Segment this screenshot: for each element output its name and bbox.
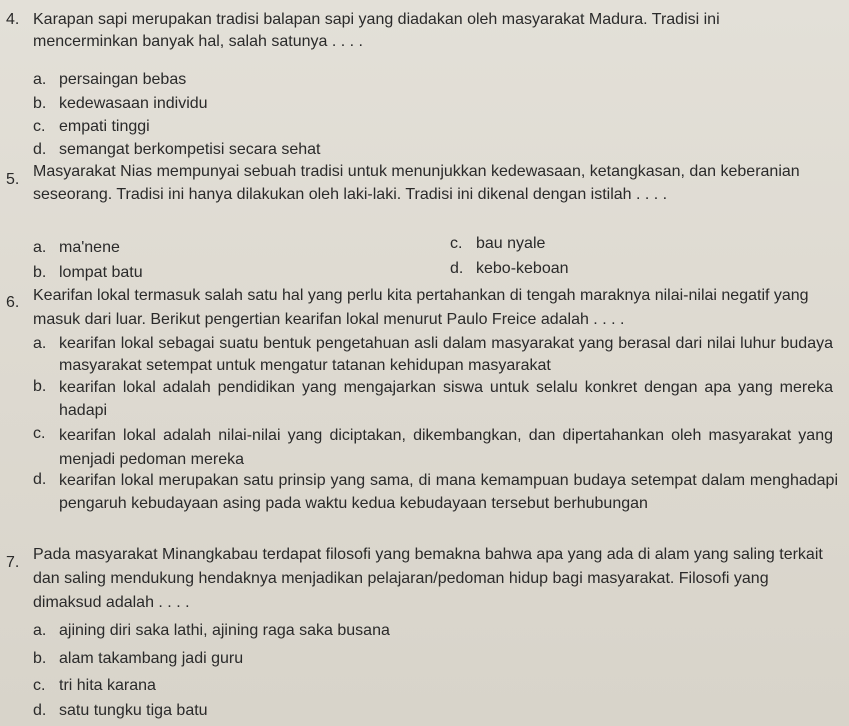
option-text: kedewasaan individu	[59, 95, 208, 112]
question-number: 6.	[6, 294, 20, 311]
option-a[interactable]	[33, 237, 120, 259]
question-stem: Pada masyarakat Minangkabau terdapat filosofi yang bemakna bahwa apa yang ada di alam yang saling terkait dan saling mendukung hendaknya menjadikan pelajaran/pedoman hidup bagi masyarakat. Filosofi yang dimaksud adalah . . . .	[33, 546, 823, 611]
option-d[interactable]	[33, 468, 838, 515]
option-d[interactable]	[450, 258, 569, 280]
option-letter: a.	[33, 71, 47, 88]
option-text: kearifan lokal sebagai suatu bentuk pengetahuan asli dalam masyarakat yang berasal dari nilai luhur budaya masyarakat setempat untuk mengatur tatanan kehidupan masyarakat	[59, 335, 833, 374]
option-text: bau nyale	[476, 235, 546, 252]
option-letter: a.	[33, 335, 47, 352]
option-text: ajining diri saka lathi, ajining raga saka busana	[59, 622, 390, 639]
option-text: semangat berkompetisi secara sehat	[59, 141, 321, 158]
option-letter: a.	[33, 239, 47, 256]
option-letter: b.	[33, 264, 47, 281]
option-letter: d.	[33, 471, 47, 488]
question-stem: Kearifan lokal termasuk salah satu hal yang perlu kita pertahankan di tengah maraknya nilai-nilai negatif yang masuk dari luar. Berikut pengertian kearifan lokal menurut Paulo Freice adalah . . . .	[33, 287, 809, 328]
option-d[interactable]	[33, 139, 320, 161]
question-number: 7.	[6, 554, 20, 571]
option-letter: d.	[33, 141, 47, 158]
option-text: alam takambang jadi guru	[59, 650, 244, 667]
option-c[interactable]	[33, 116, 150, 138]
option-letter: c.	[33, 425, 46, 442]
option-b[interactable]	[33, 375, 833, 422]
option-letter: d.	[450, 260, 464, 277]
option-text: kearifan lokal adalah nilai-nilai yang diciptakan, dikembangkan, dan dipertahankan oleh masyarakat yang menjadi pedoman mereka	[59, 427, 833, 468]
question-stem: Karapan sapi merupakan tradisi balapan sapi yang diadakan oleh masyarakat Madura. Tradisi ini mencerminkan banyak hal, salah satunya . . . .	[33, 11, 720, 50]
option-text: kearifan lokal adalah pendidikan yang mengajarkan siswa untuk selalu konkret dengan apa yang mereka hadapi	[59, 379, 833, 419]
question-number: 4.	[6, 11, 20, 28]
option-b[interactable]	[33, 93, 208, 115]
option-letter: c.	[450, 235, 463, 252]
option-c[interactable]	[450, 233, 545, 255]
option-letter: b.	[33, 378, 47, 395]
option-c[interactable]	[33, 422, 833, 472]
option-letter: b.	[33, 95, 47, 112]
option-a[interactable]	[33, 69, 186, 91]
option-text: kearifan lokal merupakan satu prinsip yang sama, di mana kemampuan budaya setempat dalam menghadapi pengaruh kebudayaan asing pada waktu kedua kebudayaan tersebut berhubungan	[59, 472, 838, 512]
option-letter: d.	[33, 702, 47, 719]
option-c[interactable]	[33, 675, 156, 697]
option-text: empati tinggi	[59, 118, 150, 135]
option-text: persaingan bebas	[59, 71, 187, 88]
option-d[interactable]	[33, 700, 208, 722]
question-stem: Masyarakat Nias mempunyai sebuah tradisi untuk menunjukkan kedewasaan, ketangkasan, dan keberanian seseorang. Tradisi ini hanya dilakukan oleh laki-laki. Tradisi ini dikenal dengan istilah . . . .	[33, 163, 800, 203]
option-text: ma'nene	[59, 239, 120, 256]
option-letter: a.	[33, 622, 47, 639]
option-b[interactable]	[33, 262, 143, 284]
option-a[interactable]	[33, 620, 390, 642]
option-text: lompat batu	[59, 264, 143, 281]
option-letter: c.	[33, 677, 46, 694]
option-letter: c.	[33, 118, 46, 135]
question-number: 5.	[6, 171, 20, 188]
option-text: tri hita karana	[59, 677, 156, 694]
option-b[interactable]	[33, 648, 243, 670]
option-text: kebo-keboan	[476, 260, 569, 277]
option-letter: b.	[33, 650, 47, 667]
option-a[interactable]	[33, 333, 833, 377]
option-text: satu tungku tiga batu	[59, 702, 208, 719]
